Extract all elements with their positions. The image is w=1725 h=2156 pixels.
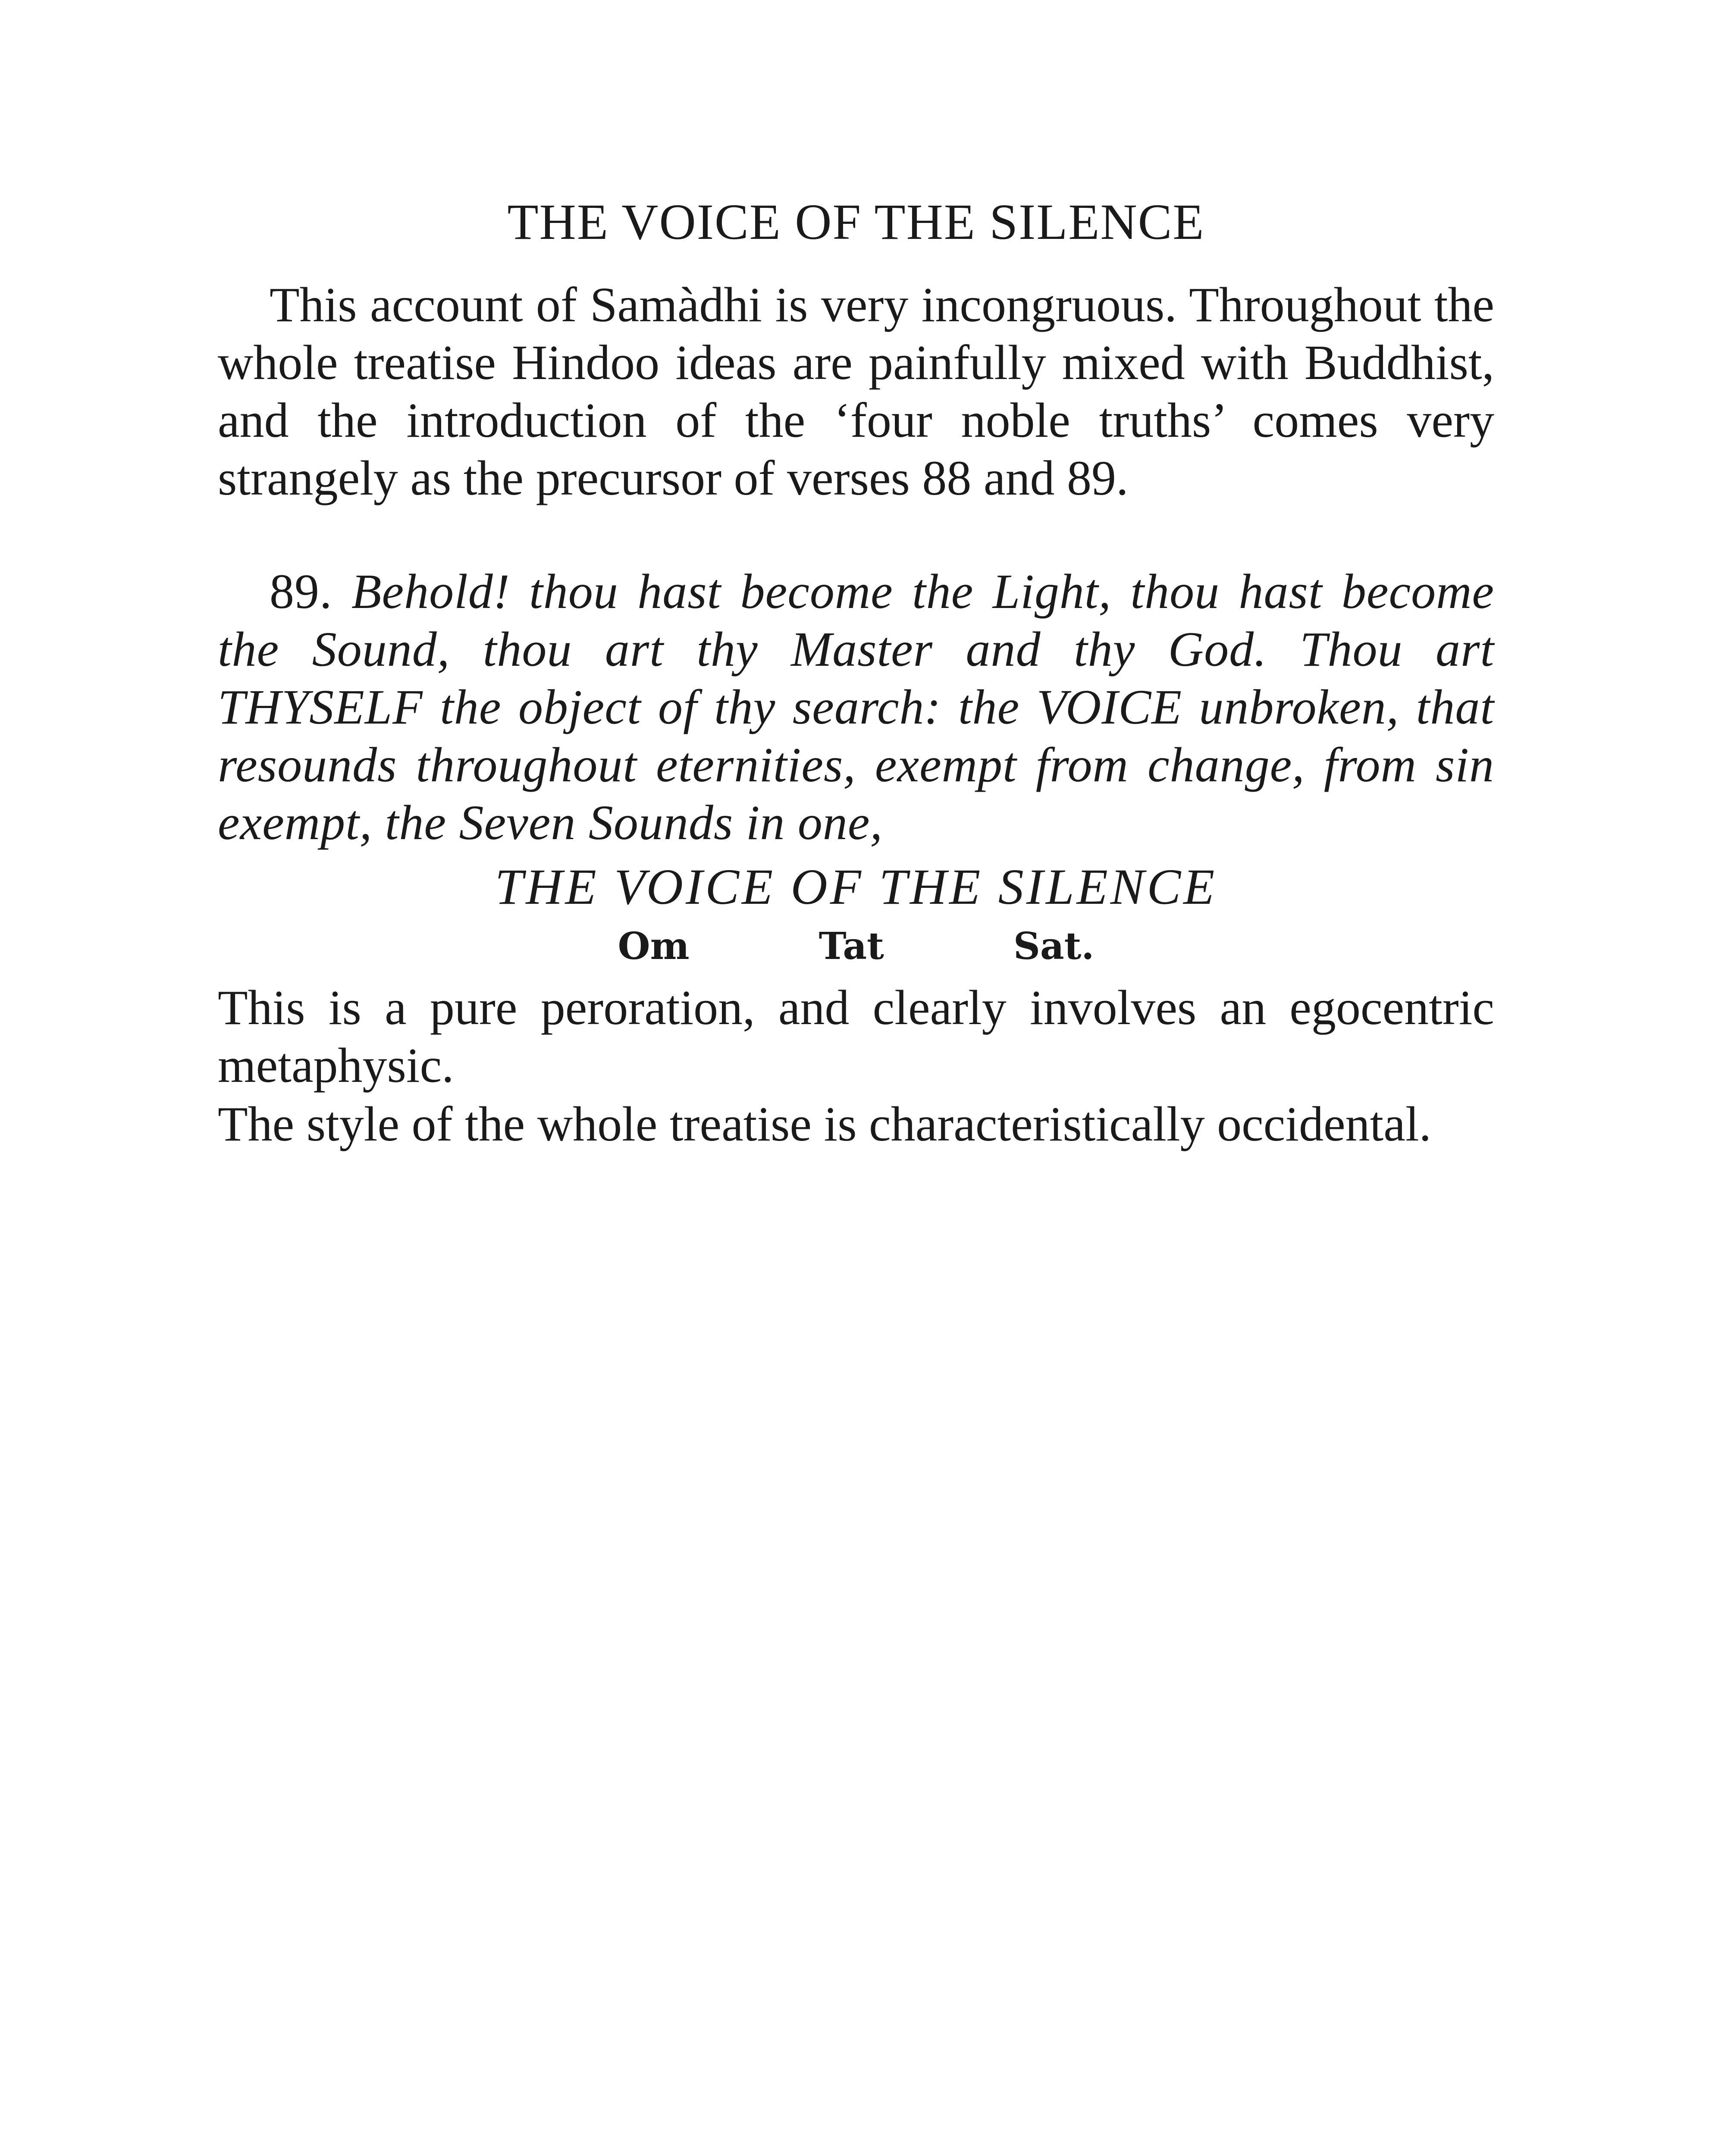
verse-number: 89. <box>270 564 332 619</box>
mantra-line <box>218 921 1494 972</box>
mantra-word-sat: Sat. <box>1013 924 1095 968</box>
commentary-paragraph <box>218 1095 1494 1153</box>
mantra-word-tat: Tat <box>819 924 884 968</box>
commentary-text: This is a pure peroration, and clearly involves an egocentric metaphysic. <box>218 980 1494 1093</box>
commentary-paragraph <box>218 276 1494 507</box>
mantra-word-om: Om <box>618 924 690 968</box>
verse-body <box>218 563 1494 852</box>
commentary-text: This account of Samàdhi is very incongruous. Throughout the whole treatise Hindoo ideas are painfully mixed with Buddhist, and the introduction of the ‘four noble truths’ comes very strangely as the precursor of verses 88 and 89. <box>218 277 1494 505</box>
verse-paragraph <box>218 563 1494 852</box>
commentary-paragraph <box>218 979 1494 1094</box>
commentary-text: The style of the whole treatise is characteristically occidental. <box>218 1097 1431 1151</box>
verse-heading: THE VOICE OF THE SILENCE <box>495 859 1217 915</box>
running-head: THE VOICE OF THE SILENCE <box>507 194 1205 250</box>
verse-text: Behold! thou hast become the Light, thou hast become the Sound, thou art thy Master and thy God. Thou art THYSELF the object of thy search: the VOICE unbroken, that resounds throughout eternities, exempt from change, from sin exempt, the Seven Sounds in one, <box>218 564 1495 850</box>
